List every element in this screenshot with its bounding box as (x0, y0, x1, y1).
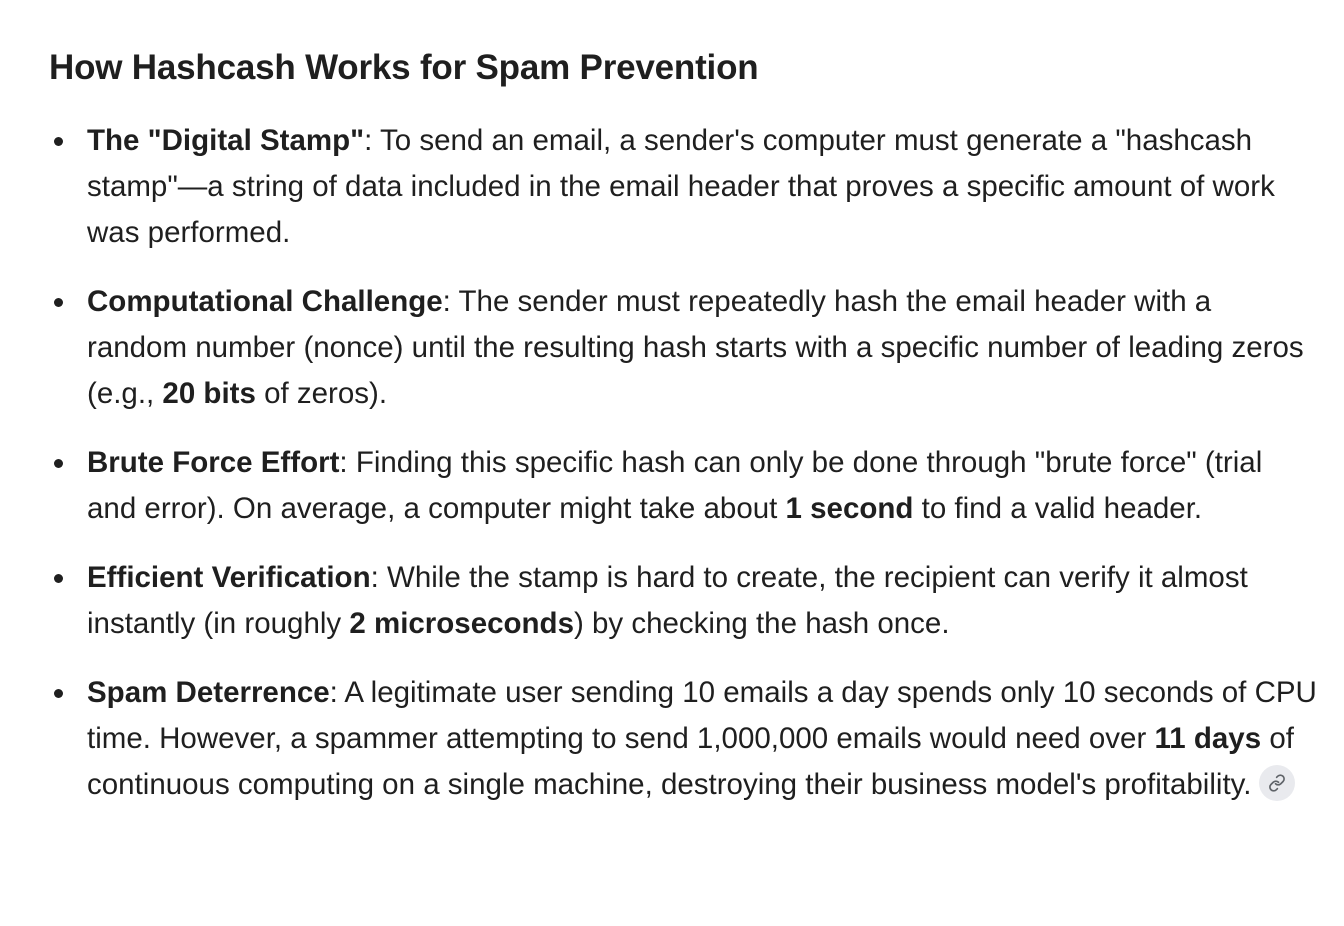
bullet-dot (54, 574, 63, 583)
item-term: Brute Force Effort (87, 446, 340, 479)
list-item (49, 118, 1319, 256)
item-term: The "Digital Stamp" (87, 124, 365, 157)
item-term: Spam Deterrence (87, 676, 330, 709)
item-text: : To send an email, a sender's computer must generate a "hashcash stamp"—a string of data included in the email header that proves a specific amount of work was performed. (87, 124, 1275, 249)
item-text: ) by checking the hash once. (573, 607, 950, 640)
item-emphasis: 20 bits (162, 377, 256, 410)
item-emphasis: 2 microseconds (349, 607, 574, 640)
bullet-dot (54, 689, 63, 698)
link-icon (1268, 774, 1286, 792)
bullet-dot (54, 298, 63, 307)
item-text: : Finding this specific hash can only be done through "brute force" (trial and error). On average, a computer might take about (87, 446, 1263, 525)
item-text: of zeros). (255, 377, 388, 410)
item-text: of continuous computing on a single machine, destroying their business model's profitability. (87, 722, 1294, 801)
answer-content (49, 44, 1319, 831)
bullet-list (49, 118, 1319, 808)
list-item (49, 440, 1319, 532)
list-item (49, 279, 1319, 417)
item-term: Computational Challenge (87, 285, 443, 318)
bullet-dot (54, 137, 63, 146)
item-term: Efficient Verification (87, 561, 371, 594)
item-text: : While the stamp is hard to create, the recipient can verify it almost instantly (in roughly (87, 561, 1248, 640)
item-emphasis: 1 second (785, 492, 914, 525)
item-emphasis: 11 days (1154, 722, 1262, 755)
bullet-dot (54, 459, 63, 468)
section-heading: How Hashcash Works for Spam Prevention (49, 48, 759, 87)
list-item (49, 670, 1319, 808)
list-item (49, 555, 1319, 647)
source-link-button[interactable] (1259, 765, 1295, 801)
item-text: to find a valid header. (913, 492, 1203, 525)
item-text: : The sender must repeatedly hash the email header with a random number (nonce) until the resulting hash starts with a specific number of leading zeros (e.g., (87, 285, 1304, 410)
item-text: : A legitimate user sending 10 emails a day spends only 10 seconds of CPU time. However, a spammer attempting to send 1,000,000 emails would need over (87, 676, 1317, 755)
